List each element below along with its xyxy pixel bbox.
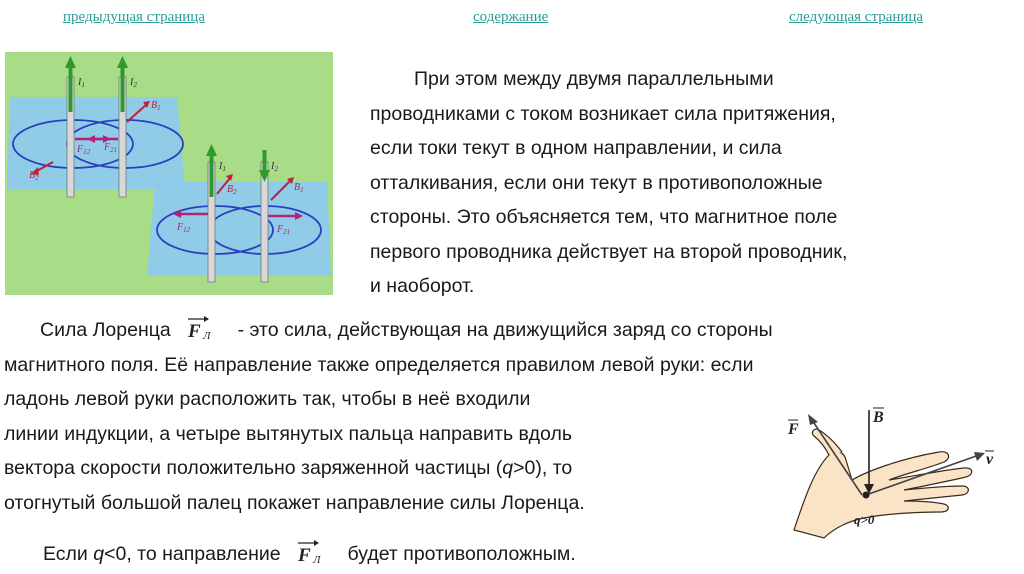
paragraph-conductors — [370, 62, 1010, 304]
label-v: v — [986, 451, 994, 468]
paragraph1-line: если токи текут в одном направлении, и сила — [370, 137, 782, 159]
svg-text:Л: Л — [203, 330, 211, 342]
label-q-positive: q>0 — [854, 512, 875, 527]
contents-link[interactable]: содержание — [473, 9, 549, 25]
paragraph2-line: вектора скорости положительно заряженной частицы (q>0), то — [4, 457, 573, 479]
next-page-link[interactable]: следующая страница — [789, 9, 924, 25]
hand-shape — [794, 451, 972, 538]
label-i2: $I_2$ — [130, 77, 137, 89]
paragraph-negative-charge: Если q<0, то направление F Л будет противоположным. — [43, 537, 576, 572]
prev-page-link[interactable]: предыдущая страница — [63, 9, 205, 25]
plane-bottom — [147, 182, 331, 276]
paragraph2-line: отогнутый большой палец покажет направление силы Лоренца. — [4, 491, 585, 514]
label-b1-bottom: $B_1$ — [294, 182, 304, 194]
label-f21: $F_{21}$ — [104, 142, 118, 154]
lorentz-force-symbol — [176, 314, 232, 342]
label-f12: $F_{12}$ — [77, 144, 91, 156]
label-b2-bottom: $B_2$ — [227, 184, 237, 196]
paragraph1-line: При этом между двумя параллельными — [414, 68, 774, 90]
paragraph1-line: первого проводника действует на второй проводник, — [370, 240, 848, 263]
paragraph1-line: стороны. Это объясняется тем, что магнитное поле — [370, 206, 838, 228]
svg-text:F: F — [188, 321, 201, 342]
lorentz-force-symbol-2 — [286, 538, 342, 566]
label-f12-bottom: $F_{12}$ — [177, 222, 191, 234]
parallel-conductors-figure — [5, 52, 333, 295]
label-b2: $B_2$ — [29, 170, 39, 182]
label-f: F — [788, 421, 799, 438]
paragraph1-line: отталкивания, если они текут в противоположные — [370, 171, 823, 194]
label-f21-bottom: $F_{21}$ — [277, 224, 291, 236]
label-i1: $I_1$ — [78, 77, 85, 89]
label-b: B — [873, 409, 884, 426]
paragraph2-line: линии индукции, а четыре вытянутых пальца направить вдоль — [4, 422, 572, 445]
label-i2-bottom: $I_2$ — [271, 161, 278, 173]
label-b1: $B_1$ — [151, 100, 161, 112]
svg-text:Л: Л — [313, 554, 321, 566]
paragraph1-line: проводниками с током возникает сила притяжения, — [370, 102, 836, 125]
paragraph2-line: магнитного поля. Её направление также определяется правилом левой руки: если — [4, 353, 754, 376]
label-i1-bottom: $I_1$ — [219, 161, 226, 173]
left-hand-rule-figure — [774, 400, 1014, 550]
paragraph1-line: и наоборот. — [370, 275, 475, 297]
paragraph2-line: ладонь левой руки расположить так, чтобы в неё входили — [4, 388, 531, 410]
paragraph2-line: Сила Лоренца F Л - это сила, действующая на движущийся заряд со стороны — [4, 313, 1014, 348]
svg-text:F: F — [298, 545, 311, 566]
lorentz-title-text: Сила Лоренца — [40, 319, 171, 341]
charge-dot — [863, 492, 870, 499]
